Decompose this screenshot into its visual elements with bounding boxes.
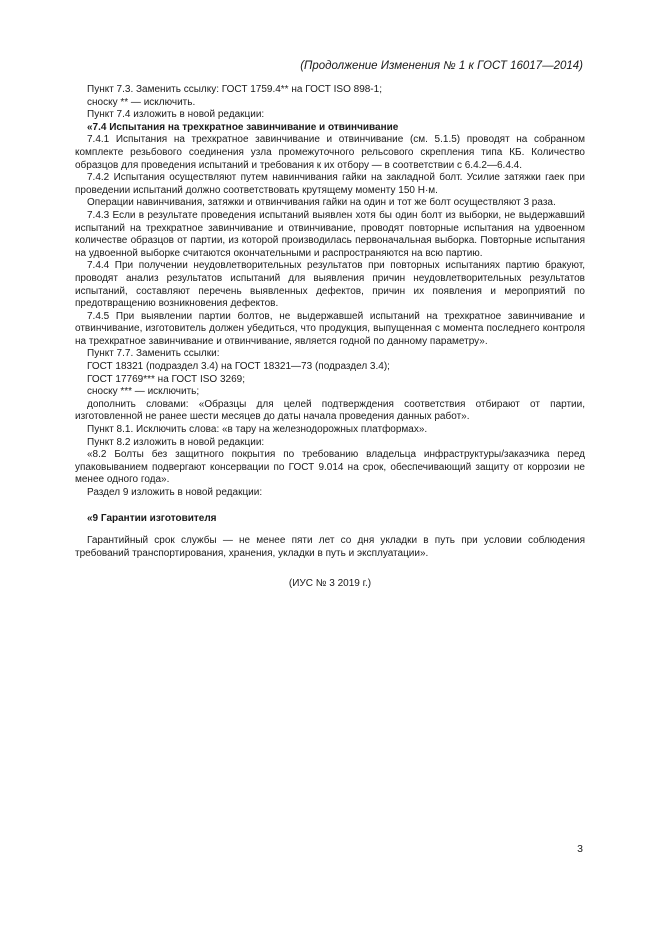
paragraph-8-2: «8.2 Болты без защитного покрытия по требованию владельца инфраструктуры/заказчика перед упаковыванием подвергают консервации по ГОСТ 9.014 на срок, обеспечивающий защиту от коррозии не менее одного года». — [75, 449, 585, 486]
paragraph-7-7: Пункт 7.7. Заменить ссылки: — [87, 348, 220, 360]
paragraph-supplement: дополнить словами: «Образцы для целей подтверждения соответствия отбирают от партии, изготовленной не ранее шести месяцев до даты начала проведения данных работ». — [75, 398, 585, 423]
paragraph-footnote-removal: сноску ** — исключить. — [87, 96, 196, 108]
paragraph-7-3: Пункт 7.3. Заменить ссылку: ГОСТ 1759.4** на ГОСТ ISO 898-1; — [87, 84, 382, 95]
paragraph-7-4-5: 7.4.5 При выявлении партии болтов, не выдержавшей испытаний на трехкратное завинчивание и отвинчивание, изготовитель должен убедиться, что продукция, выпущенная с момента последнего контроля на трехкратное завинчивание и отвинчивание, является годной по данному параметру». — [75, 310, 585, 347]
paragraph-gost-17769: ГОСТ 17769*** на ГОСТ ISO 3269; — [87, 373, 245, 385]
ius-reference: (ИУС № 3 2019 г.) — [288, 578, 372, 590]
paragraph-warranty: Гарантийный срок службы — не менее пяти лет со дня укладки в путь при условии соблюдения требований транспортирования, хранения, укладки в путь и эксплуатации». — [75, 535, 585, 559]
paragraph-7-4-2: 7.4.2 Испытания осуществляют путем навинчивания гайки на закладной болт. Усилие затяжки гаек при проведении испытаний должно соответствовать крутящему моменту 150 Н·м. — [75, 172, 585, 196]
page-number: 3 — [577, 843, 583, 855]
heading-section-9: «9 Гарантии изготовителя — [87, 512, 217, 524]
paragraph-operations: Операции навинчивания, затяжки и отвинчивания гайки на один и тот же болт осуществляют 3 раза. — [87, 197, 556, 209]
paragraph-7-4-4: 7.4.4 При получении неудовлетворительных результатов при повторных испытаниях партию бракуют, проводят анализ результатов испытаний для выявления причин неудовлетворительных результатов испытаний, составляют перечень выявленных дефектов, причин их появления и мероприятий по предотвращению возникновения дефектов. — [75, 260, 585, 310]
paragraph-7-4-3: 7.4.3 Если в результате проведения испытаний выявлен хотя бы один болт из выборки, не выдержавший испытаний на трехкратное завинчивание и отвинчивание, проводят повторные испытания на удвоенном количестве образцов от партии, из которой производилась первоначальная выборка. Повторные испытания на удвоенной выборке считаются окончательными и распространяются на всю партию. — [75, 209, 585, 259]
paragraph-7-4-1: 7.4.1 Испытания на трехкратное завинчивание и отвинчивание (см. 5.1.5) проводят на собранном комплекте резьбового соединения узла промежуточного рельсового скрепления типа КБ. Количество образцов для проведения испытаний и требования к их отбору — в соответствии с 6.4.2—6.4.4. — [75, 134, 585, 171]
paragraph-8-2-intro: Пункт 8.2 изложить в новой редакции: — [87, 436, 265, 448]
paragraph-footnote-3: сноску *** — исключить; — [87, 386, 200, 398]
paragraph-7-4-intro: Пункт 7.4 изложить в новой редакции: — [87, 109, 265, 121]
page-header: (Продолжение Изменения № 1 к ГОСТ 16017—2014) — [300, 60, 583, 72]
heading-7-4: «7.4 Испытания на трехкратное завинчивание и отвинчивание — [87, 121, 399, 133]
paragraph-8-1: Пункт 8.1. Исключить слова: «в тару на железнодорожных платформах». — [87, 424, 428, 436]
paragraph-gost-18321: ГОСТ 18321 (подраздел 3.4) на ГОСТ 18321—73 (подраздел 3.4); — [87, 361, 390, 373]
document-body — [75, 84, 585, 591]
paragraph-section-9-intro: Раздел 9 изложить в новой редакции: — [87, 487, 263, 498]
